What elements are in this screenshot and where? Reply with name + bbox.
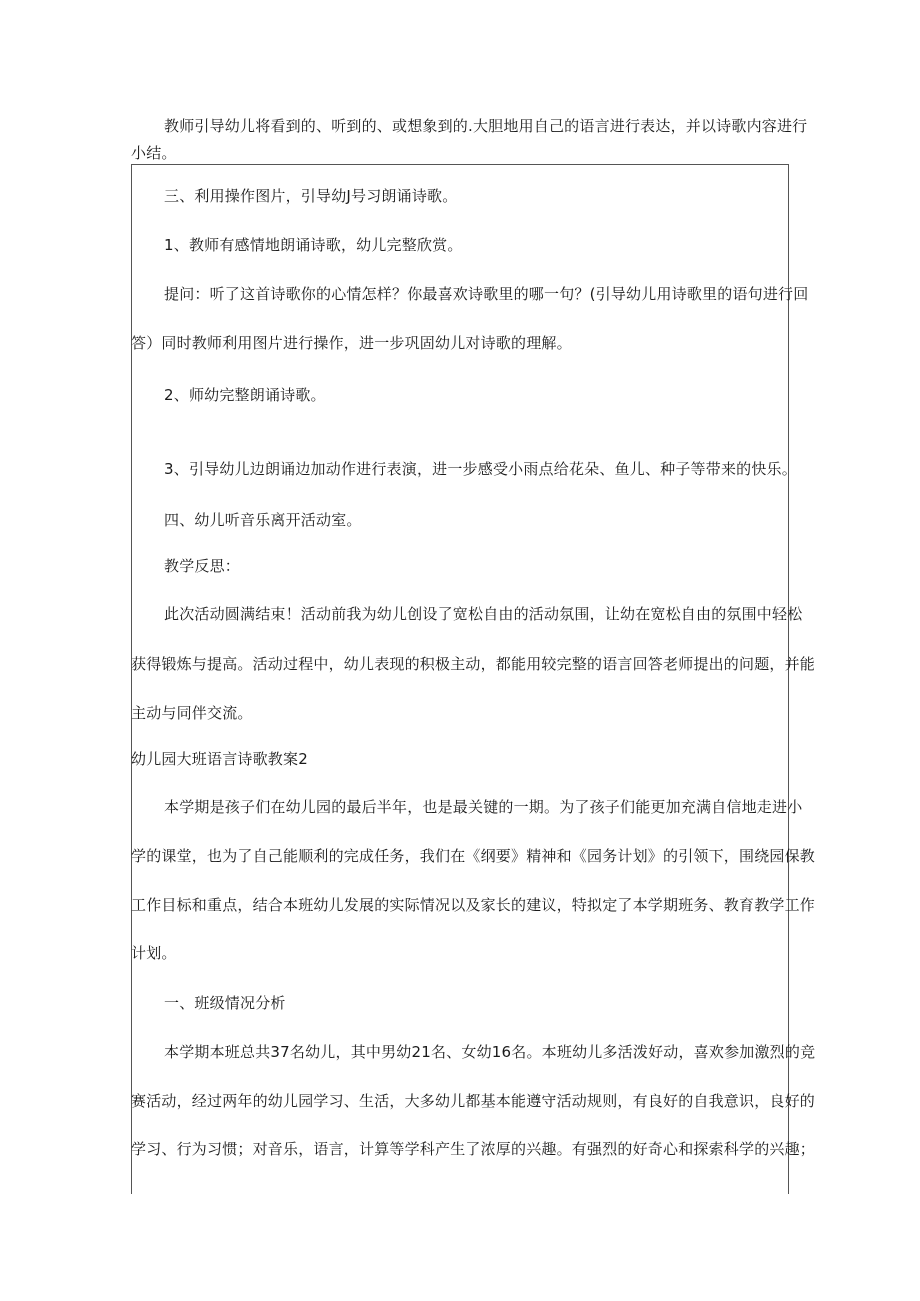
paragraph-line: 工作目标和重点，结合本班幼儿发展的实际情况以及家长的建议，特拟定了本学期班务、教育教学工作 <box>131 896 816 914</box>
paragraph-line: 获得锻炼与提高。活动过程中，幼儿表现的积极主动，都能用较完整的语言回答老师提出的问题，并能 <box>131 655 816 673</box>
section-heading: 三、利用操作图片，引导幼J号习朗诵诗歌。 <box>164 187 458 205</box>
paragraph-line: 赛活动，经过两年的幼儿园学习、生活，大多幼儿都基本能遵守活动规则，有良好的自我意识，良好的 <box>131 1092 816 1110</box>
section-heading: 四、幼儿听音乐离开活动室。 <box>164 511 362 529</box>
paragraph-line: 教师引导幼儿将看到的、听到的、或想象到的.大胆地用自己的语言进行表达，并以诗歌内容进行 <box>164 117 808 135</box>
paragraph-line: 答）同时教师利用图片进行操作，进一步巩固幼儿对诗歌的理解。 <box>131 334 572 352</box>
paragraph-line: 小结。 <box>131 144 177 162</box>
paragraph-line: 此次活动圆满结束！活动前我为幼儿创设了宽松自由的活动氛围，让幼在宽松自由的氛围中轻松 <box>164 605 803 623</box>
paragraph-line: 学习、行为习惯；对音乐，语言，计算等学科产生了浓厚的兴趣。有强烈的好奇心和探索科学的兴趣； <box>131 1140 816 1158</box>
paragraph-line: 提问：听了这首诗歌你的心情怎样？你最喜欢诗歌里的哪一句？(引导幼儿用诗歌里的语句进行回 <box>164 285 809 303</box>
paragraph-line: 本学期本班总共37名幼儿，其中男幼21名、女幼16名。本班幼儿多活泼好动，喜欢参加激烈的竞 <box>164 1043 816 1061</box>
paragraph-line: 本学期是孩子们在幼儿园的最后半年，也是最关键的一期。为了孩子们能更加充满自信地走进小 <box>164 798 803 816</box>
paragraph-line: 主动与同伴交流。 <box>131 704 253 722</box>
paragraph-line: 2、师幼完整朗诵诗歌。 <box>164 386 326 404</box>
paragraph-line: 学的课堂，也为了自己能顺利的完成任务，我们在《纲要》精神和《园务计划》的引领下，围绕园保教 <box>131 847 816 865</box>
document-title: 幼儿园大班语言诗歌教案2 <box>131 750 308 768</box>
paragraph-line: 教学反思： <box>164 557 241 575</box>
section-heading: 一、班级情况分析 <box>164 994 286 1012</box>
content-frame <box>131 164 789 1194</box>
paragraph-line: 3、引导幼儿边朗诵边加动作进行表演，进一步感受小雨点给花朵、鱼儿、种子等带来的快乐。 <box>164 460 797 478</box>
paragraph-line: 计划。 <box>131 944 177 962</box>
paragraph-line: 1、教师有感情地朗诵诗歌，幼儿完整欣赏。 <box>164 236 463 254</box>
